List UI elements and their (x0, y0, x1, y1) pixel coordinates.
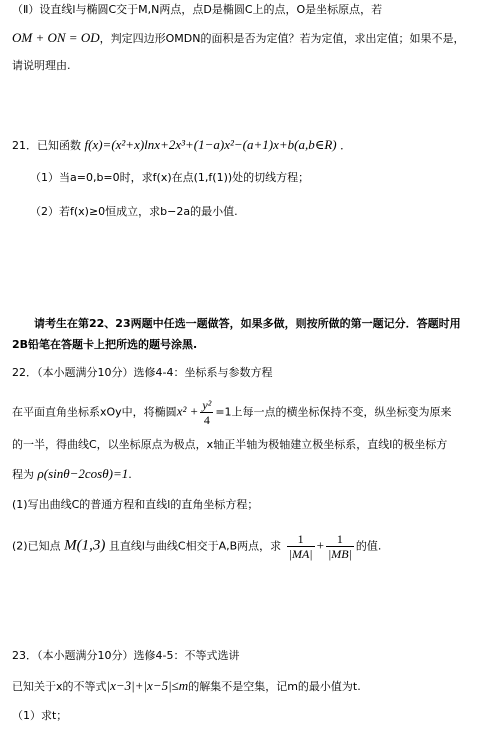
fraction-ma (287, 532, 315, 561)
q20-part2-line1: （Ⅱ）设直线l与椭圆C交于M,N两点，点D是椭圆C上的点，O是坐标原点，若 (12, 3, 383, 16)
q22-part2-mid: 且直线l与曲线C相交于A,B两点，求 (108, 539, 282, 553)
q22-line2: 的一半，得曲线C，以坐标原点为极点，x轴正半轴为极轴建立极坐标系，直线l的极坐标方 (12, 438, 448, 451)
q22-part2-prefix: (2)已知点 (12, 539, 61, 553)
q22-part2 (12, 532, 381, 561)
fraction-mb-denominator: |MB| (327, 547, 352, 561)
q21-part2: （2）若f(x)≥0恒成立，求b−2a的最小值. (30, 205, 238, 218)
fraction-mb-numerator: 1 (326, 532, 354, 547)
polar-equation: ρ(sinθ−2cosθ)=1 (37, 466, 129, 481)
q23-part1: （1）求t； (12, 709, 68, 722)
q20-part2-line2: ，判定四边形OMDN的面积是否为定值？若为定值，求出定值；如果不是， (99, 32, 465, 45)
q21-stem (12, 137, 351, 154)
fraction-ma-numerator: 1 (287, 532, 315, 547)
q23-line1-prefix: 已知关于x的不等式 (12, 680, 107, 693)
q22-header: 22．（本小题满分10分）选修4-4：坐标系与参数方程 (12, 366, 273, 379)
q22-line1 (12, 398, 452, 427)
q22-part1: (1)写出曲线C的普通方程和直线l的直角坐标方程； (12, 498, 259, 511)
point-m: M(1,3) (64, 537, 106, 554)
inequality-formula: |x−3|+|x−5|≤m (106, 678, 189, 693)
q23-line1 (12, 678, 361, 695)
q21-part1: （1）当a=0,b=0时，求f(x)在点(1,f(1))处的切线方程； (30, 171, 310, 184)
fraction-denominator: 4 (203, 413, 210, 427)
q22-line1-prefix: 在平面直角坐标系xOy中，将椭圆 (12, 405, 177, 419)
plus-sign: + (316, 537, 324, 553)
q22-line3-prefix: 程为 (12, 468, 34, 481)
choice-instruction-line1: 请考生在第22、23两题中任选一题做答，如果多做，则按所做的第一题记分．答题时用 (34, 317, 461, 330)
fraction-numerator: y² (202, 398, 212, 412)
q21-stem-suffix: ． (340, 139, 352, 152)
q21-function-formula: f(x)=(x²+x)lnx+2x³+(1−a)x²−(a+1)x+b(a,b∈R) (84, 137, 337, 152)
vector-equation: OM + ON = OD (12, 30, 100, 45)
q22-line3 (12, 466, 132, 483)
q23-line1-suffix: 的解集不是空集，记m的最小值为t. (188, 680, 361, 693)
fraction-ma-denominator: |MA| (288, 547, 313, 561)
q20-part2-line2-row (12, 30, 464, 47)
choice-instruction-line2: 2B铅笔在答题卡上把所选的题号涂黑. (12, 338, 198, 351)
q21-stem-prefix: 21．已知函数 (12, 139, 81, 152)
ellipse-fraction (200, 398, 213, 427)
q20-part2-line3: 请说明理由. (12, 59, 71, 72)
q22-part2-suffix: 的值. (355, 539, 382, 553)
ellipse-x-term: x² + (176, 403, 199, 419)
q23-header: 23．（本小题满分10分）选修4-5：不等式选讲 (12, 649, 240, 662)
q22-line1-suffix: =1上每一点的横坐标保持不变，纵坐标变为原来 (215, 405, 452, 419)
q22-line3-suffix: . (128, 468, 132, 481)
fraction-mb (326, 532, 354, 561)
